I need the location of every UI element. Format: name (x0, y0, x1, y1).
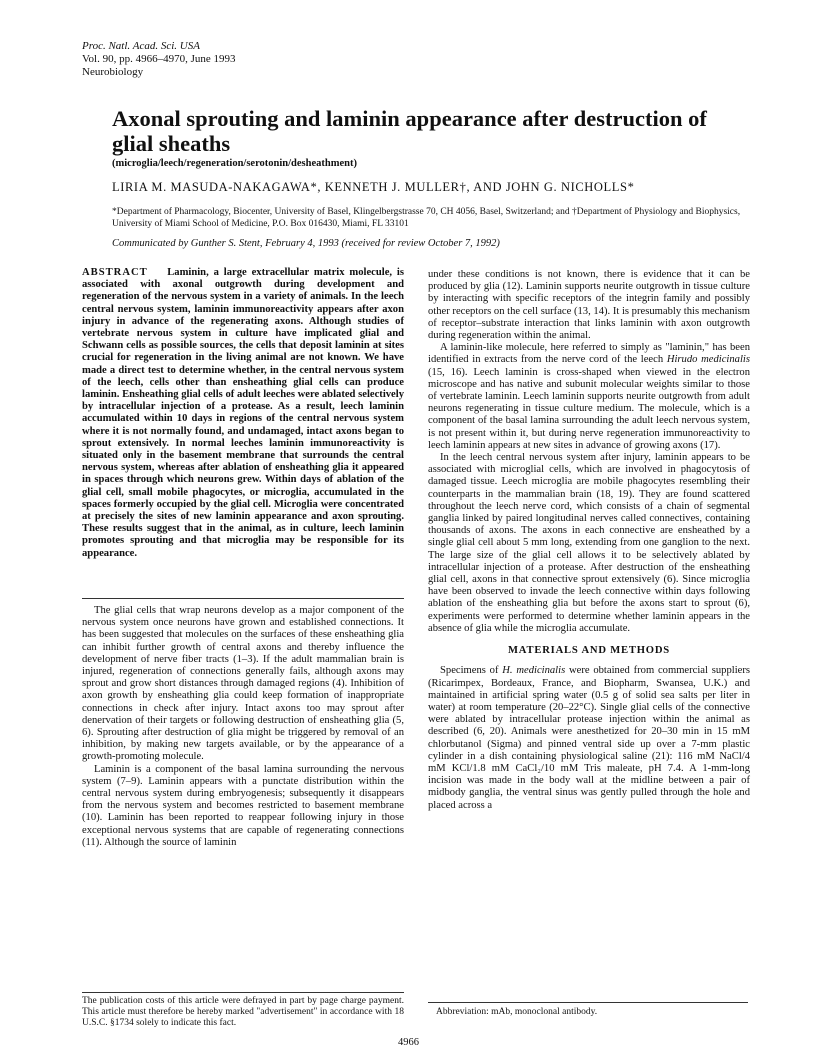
page-number: 4966 (398, 1037, 419, 1048)
abstract-text: Laminin, a large extracellular matrix molecule, is associated with axonal outgrowth during development and regeneration of the nervous system in a variety of animals. In the leech central nervous system, laminin immunoreactivity appears after axon injury in advance of the regenerating axons. Although studies of vertebrate nervous system in culture have implicated glial and Schwann cells as possible sources, the cells that deposit laminin at sites crucial for regeneration in the living animal are not known. We have made a direct test to determine whether, in the central nervous system of the leech, cells other than ensheathing glial cells can produce laminin. Ensheathing glial cells of adult leeches were ablated selectively by intracellular injection of a protease. As a result, leech laminin accumulated within 10 days in regions of the central nervous system where it is not normally found, and undamaged, intact axons began to sprout extensively. In normal leeches laminin immunoreactivity is situated only in the basement membrane that surrounds the central nervous system, whereas after ablation of ensheathing glia it appeared in spaces through which neurons grew. Within days of ablation of the glial cell, small mobile phagocytes, or microglia, accumulated in the spaces formerly occupied by the glial cell. Microglia were concentrated at precisely the sites of new laminin appearance and axon sprouting. These results suggest that in the animal, as in culture, leech laminin promotes sprouting and that microglia may be responsible for its appearance. (82, 267, 405, 559)
right-paragraph-3: In the leech central nervous system after injury, laminin appears to be associated with microglial cells, which are involved in phagocytosis of damaged tissue. Leech microglia are mobile phagocytes resembling their counterparts in the mammalian brain (18, 19). They are found scattered throughout the leech nerve cord, which consists of a chain of segmental ganglia linked by paired longitudinal nerves called connectives, containing thousands of axons. The axons in each connective are ensheathed by a single glial cell about 5 mm long, extending from one ganglion to the next. The large size of the glial cell allows it to be selectively ablated by intracellular injection of a protease. After destruction of the ensheathing glial cell, axons in that connective sprout extensively (6). Since microglia have been observed to invade the leech connective within days following ablation of the ensheathing glia but before the axons start to sprout (6), experiments were performed to determine whether laminin appears in the absence of glia while the microglia accumulate. (428, 452, 750, 634)
abstract (82, 267, 404, 560)
journal-header (82, 40, 236, 79)
article-title: Axonal sprouting and laminin appearance after destruction of glial sheaths (112, 106, 707, 156)
abstract-divider (82, 598, 404, 599)
right-column (428, 269, 750, 812)
right-paragraph-1: under these conditions is not known, there is evidence that it can be produced by glia (12). Laminin supports neurite outgrowth in tissue culture by interacting with specific receptors of the integrin family and possibly other receptors on the cell surface (13, 14). It is presumably this mechanism of receptor–substrate interaction that links laminin with axon outgrowth during regeneration within the animal. (428, 269, 750, 342)
intro-paragraph-2: Laminin is a component of the basal lamina surrounding the nervous system (7–9). Laminin appears with a punctate distribution within the central nervous system during embryogenesis; subsequently it disappears from the nervous system and becomes restricted to basement membrane (10). Laminin has been reported to reappear following injury in those exceptional nervous systems that are capable of regenerating connections (11). Although the source of laminin (82, 763, 404, 848)
species-name-short: H. medicinalis (502, 665, 566, 677)
abstract-heading: ABSTRACT (82, 267, 148, 278)
authors: LIRIA M. MASUDA-NAKAGAWA*, KENNETH J. MULLER†, AND JOHN G. NICHOLLS* (112, 180, 635, 194)
methods-heading: MATERIALS AND METHODS (508, 645, 670, 657)
intro-left-column (82, 605, 404, 849)
intro-paragraph-1: The glial cells that wrap neurons develop as a major component of the nervous system once neurons have grown and established connections. It has been suggested that molecules on the surfaces of these ensheathing glia can inhibit further growth of central axons and thereby influence the development of nerve fiber tracts (1–3). If the adult mammalian brain is injured, regeneration of connections generally fails, although axons may sprout and grow short distances through damaged regions (4). Inhibition of axon growth by ensheathing glia could keep formation of inappropriate connections in check after injury. Intact axons too may sprout after denervation of their targets or following destruction of ensheathing glia (5, 6). Sprouting after destruction of glia might be triggered by removal of an inhibition, by making new targets available, or by the appearance of a growth-promoting molecule. (82, 605, 404, 763)
methods-paragraph-1: Specimens of H. medicinalis were obtained from commercial suppliers (Ricarimpex, Bordeaux, France, and Biopharm, Swansea, U.K.) and maintained in artificial spring water (0.5 g of solid sea salts per liter in water) at room temperature (20–22°C). Single glial cells of the connective were ablated by intracellular protease injection within the animal as described (6, 20). Animals were anesthetized for 20–30 min in 15 mM chlorbutanol (Sigma) and pinned ventral side up over a 7-mm plastic cylinder in a dish containing physiological saline (21): 116 mM NaCl/4 mM KCl/1.8 mM CaCl₂/10 mM Tris maleate, pH 7.4. A 1-mm-long incision was made in the body wall at the midline between a pair of midbody ganglia, the ventral sinus was gently pulled through the hole and placed across a (428, 665, 750, 811)
volume-info: Vol. 90, pp. 4966–4970, June 1993 (82, 53, 236, 65)
affiliations: *Department of Pharmacology, Biocenter, University of Basel, Klingelbergstrasse 70, CH 4056, Basel, Switzerland; and †Department of Physiology and Biophysics, University of Miami School of Medicine, P.O. Box 016430, Miami, FL 33101 (112, 207, 741, 229)
journal-name: Proc. Natl. Acad. Sci. USA (82, 40, 200, 52)
communicated-by: Communicated by Gunther S. Stent, February 4, 1993 (received for review October 7, 1992) (112, 238, 500, 249)
footnote-divider (82, 992, 404, 993)
subject-section: Neurobiology (82, 66, 144, 78)
species-name: Hirudo medicinalis (666, 354, 750, 366)
keywords: (microglia/leech/regeneration/serotonin/desheathment) (112, 158, 357, 169)
abbreviation-note: Abbreviation: mAb, monoclonal antibody. (436, 1007, 598, 1017)
publication-footnote: The publication costs of this article were defrayed in part by page charge payment. This article must therefore be hereby marked "advertisement" in accordance with 18 U.S.C. §1734 solely to indicate this fact. (82, 996, 404, 1028)
right-paragraph-2: A laminin-like molecule, here referred to simply as "laminin," has been identified in extracts from the nerve cord of the leech Hirudo medicinalis (15, 16). Leech laminin is cross-shaped when viewed in the electron microscope and has native and subunit molecular weights similar to those of vertebrate laminin. Leech laminin supports neurite outgrowth from adult neurons regenerating in tissue culture medium. The molecule, which is a component of the basal lamina surrounding the adult leech nervous system, is not present within it, but during nerve regeneration immunoreactivity to leech laminin appears at new sites in advance of growing axons (17). (428, 342, 750, 451)
abbreviation-divider (428, 1002, 748, 1003)
